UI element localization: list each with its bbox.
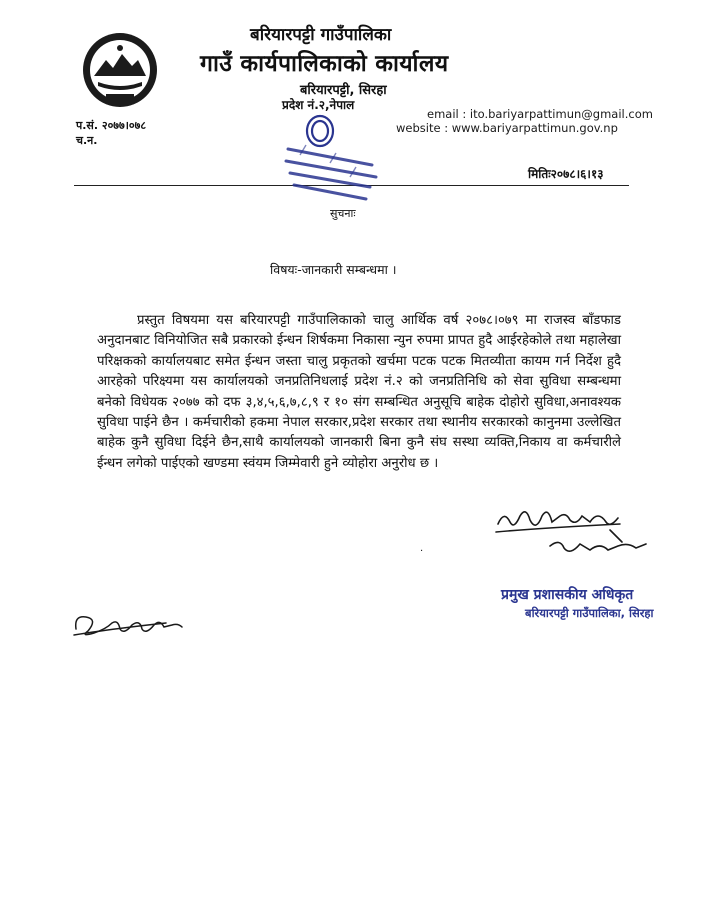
signatory-designation: प्रमुख प्रशासकीय अधिकृत (501, 587, 634, 603)
office-title: गाउँ कार्यपालिकाको कार्यालय (200, 51, 449, 77)
office-province: प्रदेश नं.२,नेपाल (282, 98, 355, 112)
contact-website: website : www.bariyarpattimun.gov.np (396, 121, 618, 135)
secondary-signature (70, 605, 200, 645)
letter-body-text: प्रस्तुत विषयमा यस बरियारपट्टी गाउँपालिकाको चालु आर्थिक वर्ष २०७८।०७९ मा राजस्व बाँडफाड अनुदानबाट विनियोजित सबै प्रकारको ईन्धन शिर्षकमा निकासा न्युन रुपमा प्रापत हुदै आईरहेकोले तथा महालेखा परिक्षकको कार्यालयबाट समेत ईन्धन जस्ता चालु प्रकृतको खर्चमा पटक पटक मितव्यीता कायम गर्न निर्देश हुदै आरहेको परिक्ष्यमा यस कार्यालयको जनप्रतिनिधलाई प्रदेश नं.२ को जनप्रतिनिधि को सेवा सुविधा सम्बन्धमा बनेको विधेयक २०७७ को दफ ३,४,५,६,७,८,९ र १० संग सम्बन्धित अनुसूचि बाहेक दोहोरो सुविधा,अनावश्यक सुविधा पाईने छैन । कर्मचारीको हकमा नेपाल सरकार,प्रदेश सरकार तथा स्थानीय सरकारको कानुनमा उल्लेखित बाहेक कुनै सुविधा दिईने छैन,साथै कार्यालयको जानकारी बिना कुनै संघ सस्था व्यक्ति,निकाय वा कर्मचारीले ईन्धन लगेको पाईएको खण्डमा स्वंयम जिम्मेवारी हुने व्योहोरा अनुरोध छ । (97, 313, 621, 471)
notice-label: सुचनाः (330, 207, 356, 220)
letter-date: मितिः२०७८।६।१३ (528, 167, 604, 181)
dispatch-number: च.न. (76, 134, 98, 147)
nepal-emblem-logo (80, 30, 160, 110)
contact-email: email : ito.bariyarpattimun@gmail.com (427, 107, 653, 121)
reference-number: प.सं. २०७७।०७८ (76, 119, 147, 132)
office-stamp (280, 105, 390, 215)
separator-dot: . (420, 543, 424, 554)
letter-body (97, 311, 621, 474)
office-location: बरियारपट्टी, सिरहा (300, 83, 387, 98)
municipality-name: बरियारपट्टी गाउँपालिका (250, 25, 392, 45)
signatory-office: बरियारपट्टी गाउँपालिका, सिरहा (525, 606, 654, 620)
letter-subject: विषयः-जानकारी सम्बन्धमा । (270, 262, 397, 277)
signatory-signature (490, 502, 660, 572)
